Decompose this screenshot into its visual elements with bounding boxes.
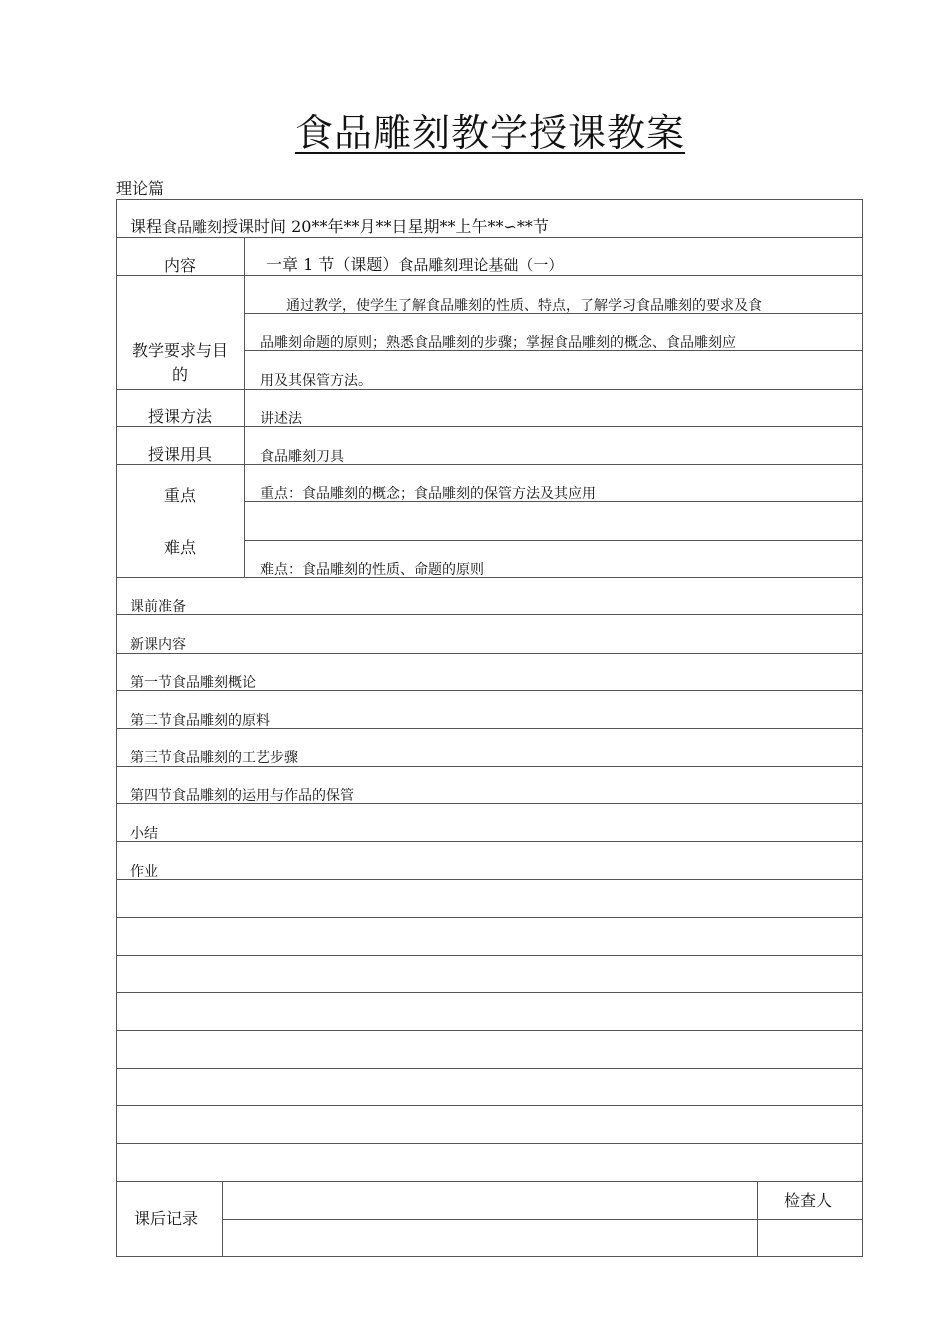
requirements-line: 通过教学，使学生了解食品雕刻的性质、特点，了解学习食品雕刻的要求及食	[286, 298, 762, 314]
row-divider	[116, 1068, 863, 1069]
document-title	[0, 108, 950, 158]
difficult-point-value: 难点：食品雕刻的性质、命题的原则	[260, 562, 484, 578]
course-time: 授课时间 20**年**月**日星期**上午**∽**节	[222, 217, 549, 236]
row-divider	[116, 237, 863, 238]
tools-value: 食品雕刻刀具	[260, 449, 344, 465]
row-divider	[222, 1219, 863, 1220]
content-line: 第一节食品雕刻概论	[130, 675, 256, 691]
course-name: 食品雕刻	[162, 218, 223, 236]
row-divider	[116, 1143, 863, 1144]
row-divider	[116, 917, 863, 918]
row-divider	[116, 577, 863, 578]
content-line: 第二节食品雕刻的原料	[130, 713, 270, 729]
content-chapter: 一章 1 节（课题）	[266, 255, 399, 274]
row-divider	[244, 540, 863, 541]
row-divider	[116, 389, 863, 390]
row-divider	[116, 614, 863, 615]
method-label: 授课方法	[147, 407, 212, 426]
content-line: 新课内容	[130, 637, 186, 653]
course-prefix: 课程	[130, 217, 163, 236]
row-divider	[116, 653, 863, 654]
content-value-row	[266, 255, 563, 275]
row-divider	[116, 1030, 863, 1031]
requirements-line: 品雕刻命题的原则；熟悉食品雕刻的步骤；掌握食品雕刻的概念、食品雕刻应	[260, 335, 736, 351]
row-divider	[116, 1105, 863, 1106]
checker-label: 检查人	[784, 1191, 833, 1210]
course-info-row	[130, 217, 549, 237]
key-point-label: 重点	[163, 486, 196, 505]
row-divider	[116, 1181, 863, 1182]
content-label: 内容	[163, 256, 196, 275]
document-title-text: 食品雕刻教学授课教案	[294, 111, 685, 155]
requirements-line: 用及其保管方法。	[260, 373, 372, 389]
row-divider	[116, 841, 863, 842]
content-line: 课前准备	[130, 599, 186, 615]
row-divider	[116, 879, 863, 880]
after-class-record-label: 课后记录	[134, 1209, 199, 1228]
row-divider	[116, 955, 863, 956]
column-divider	[757, 1181, 758, 1257]
requirements-label	[116, 339, 244, 387]
content-value: 食品雕刻理论基础（一）	[398, 256, 564, 274]
difficult-point-label: 难点	[163, 538, 196, 557]
content-line: 作业	[130, 864, 158, 880]
requirements-label-line: 教学要求与目	[131, 341, 228, 360]
content-line: 第四节食品雕刻的运用与作品的保管	[130, 788, 354, 804]
requirements-label-line: 的	[171, 365, 188, 384]
tools-label: 授课用具	[147, 445, 212, 464]
section-label: 理论篇	[116, 179, 165, 198]
content-line: 第三节食品雕刻的工艺步骤	[130, 750, 298, 766]
row-divider	[116, 992, 863, 993]
content-line: 小结	[130, 826, 158, 842]
key-point-value: 重点：食品雕刻的概念；食品雕刻的保管方法及其应用	[260, 486, 596, 502]
column-divider	[244, 237, 245, 577]
column-divider	[222, 1181, 223, 1257]
method-value: 讲述法	[260, 411, 302, 427]
